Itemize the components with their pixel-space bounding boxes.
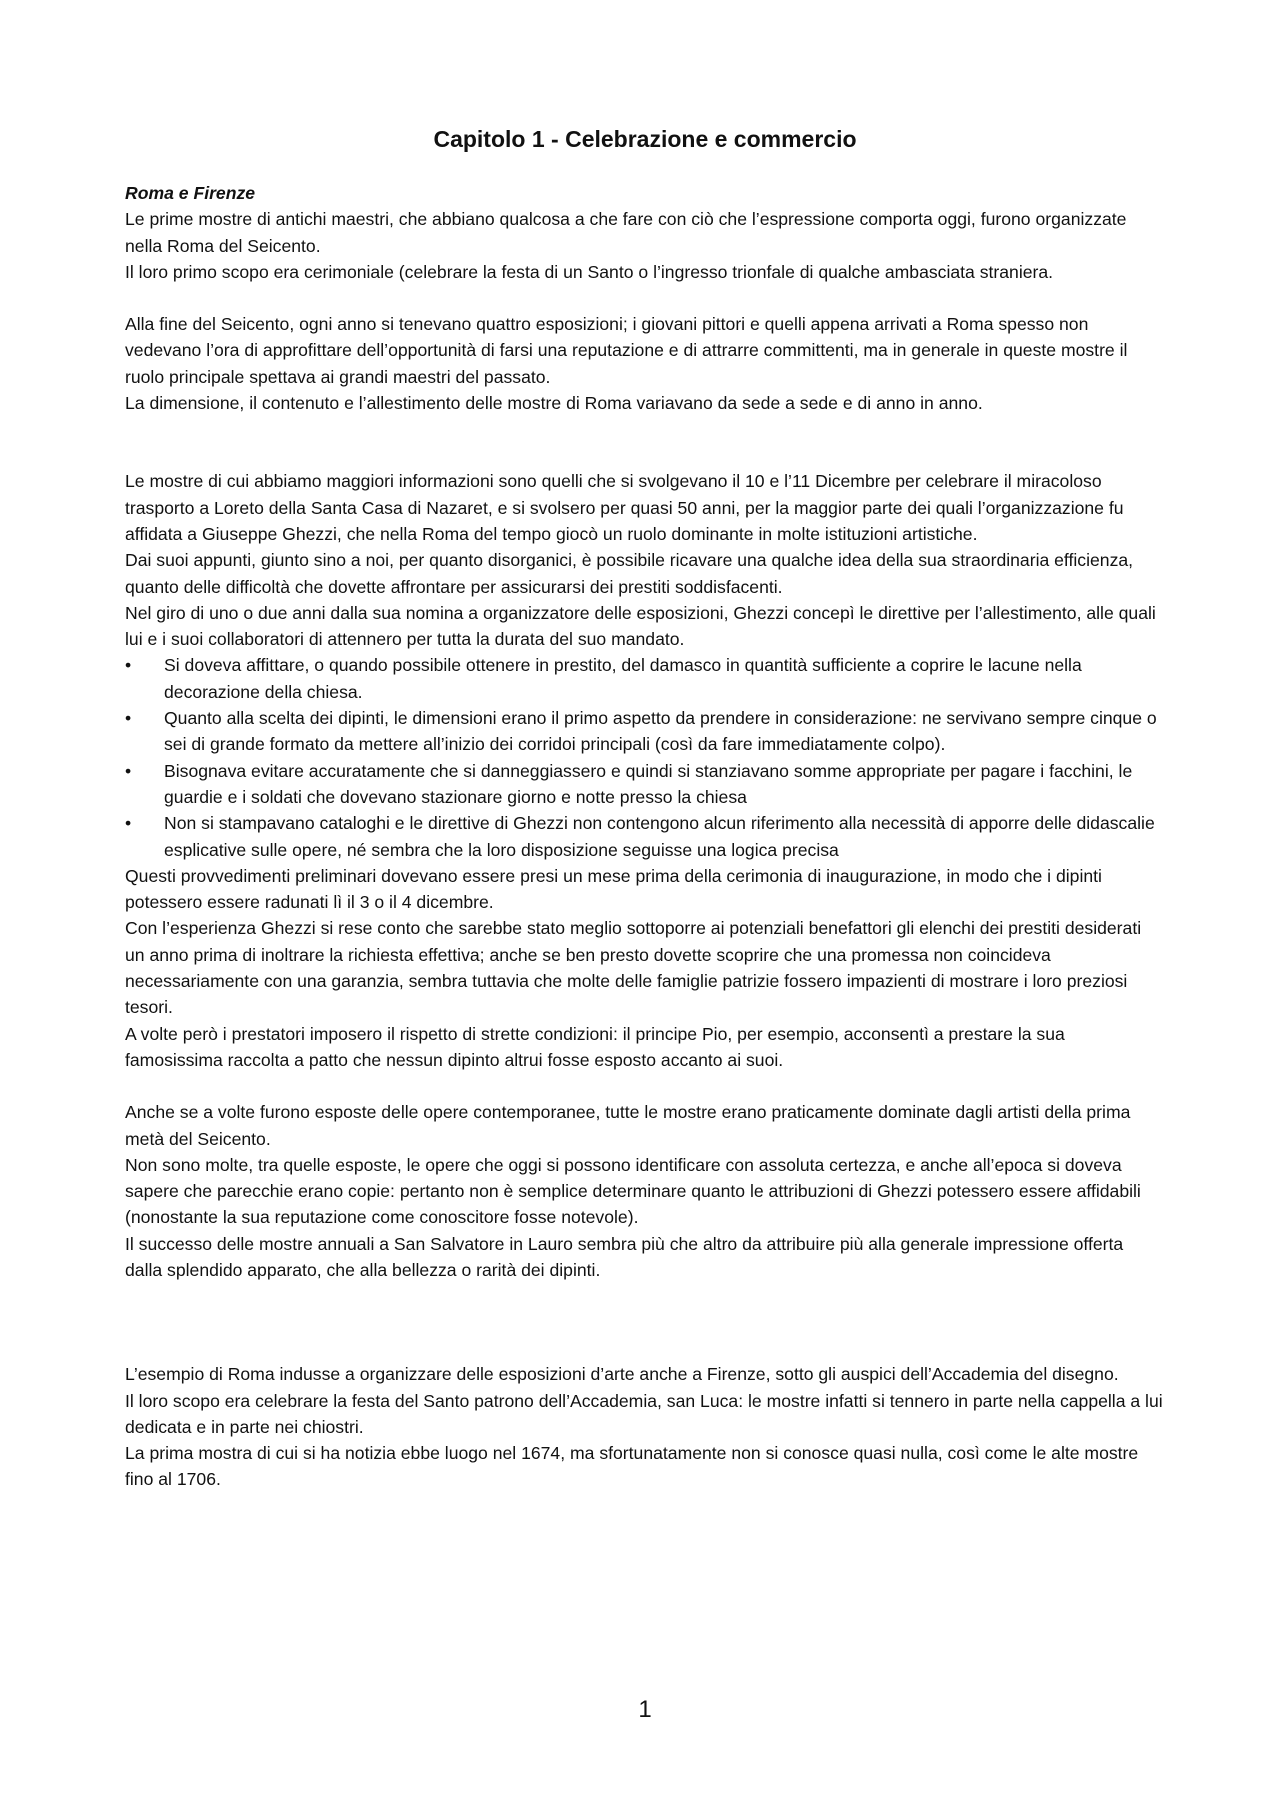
list-item-text: Non si stampavano cataloghi e le direttive di Ghezzi non contengono alcun riferimento alla necessità di apporre delle didascalie esplicative sulle opere, né sembra che la loro disposizione seguisse una logica precisa — [164, 813, 1155, 860]
bullet-list — [125, 652, 1165, 862]
paragraph: Il loro primo scopo era cerimoniale (celebrare la festa di un Santo o l’ingresso trionfale di qualche ambasciata straniera. — [125, 261, 1054, 282]
list-item — [125, 652, 1165, 705]
paragraph: L’esempio di Roma indusse a organizzare delle esposizioni d’arte anche a Firenze, sotto gli auspici dell’Accademia del disegno. — [125, 1364, 1119, 1385]
document-body — [125, 180, 1165, 1493]
paragraph: A volte però i prestatori imposero il rispetto di strette condizioni: il principe Pio, per esempio, acconsentì a prestare la sua famosissima raccolta a patto che nessun dipinto altrui fosse esposto accanto ai suoi. — [125, 1023, 1065, 1070]
bullet-icon: • — [125, 708, 132, 729]
spacer — [125, 416, 1165, 468]
paragraph: La dimensione, il contenuto e l’allestimento delle mostre di Roma variavano da sede a sede e di anno in anno. — [125, 393, 983, 414]
spacer — [125, 1073, 1165, 1099]
paragraph: Dai suoi appunti, giunto sino a noi, per quanto disorganici, è possibile ricavare una qualche idea della sua straordinaria efficienza, quanto delle difficoltà che dovette affrontare per assicurarsi dei prestiti soddisfacenti. — [125, 550, 1134, 597]
paragraph: Con l’esperienza Ghezzi si rese conto che sarebbe stato meglio sottoporre ai potenziali benefattori gli elenchi dei prestiti desiderati un anno prima di inoltrare la richiesta effettiva; anche se ben presto dovette scoprire che una promessa non coincideva necessariamente con una garanzia, sembra tuttavia che molte delle famiglie patrizie fossero impazienti di mostrare i loro preziosi tesori. — [125, 918, 1142, 1018]
paragraph: Il loro scopo era celebrare la festa del Santo patrono dell’Accademia, san Luca: le mostre infatti si tennero in parte nella cappella a lui dedicata e in parte nei chiostri. — [125, 1390, 1163, 1437]
spacer — [125, 1283, 1165, 1361]
paragraph: Le mostre di cui abbiamo maggiori informazioni sono quelli che si svolgevano il 10 e l’11 Dicembre per celebrare il miracoloso trasporto a Loreto della Santa Casa di Nazaret, e si svolsero per quasi 50 anni, per la maggior parte dei quali l’organizzazione fu affidata a Giuseppe Ghezzi, che nella Roma del tempo giocò un ruolo dominante in molte istituzioni artistiche. — [125, 471, 1124, 544]
list-item — [125, 758, 1165, 811]
page-number: 1 — [638, 1696, 652, 1723]
list-item — [125, 810, 1165, 863]
bullet-icon: • — [125, 813, 132, 834]
paragraph: Non sono molte, tra quelle esposte, le opere che oggi si possono identificare con assoluta certezza, e anche all’epoca si doveva sapere che parecchie erano copie: pertanto non è semplice determinare quanto le attribuzioni di Ghezzi potessero essere affidabili (nonostante la sua reputazione come conoscitore fosse notevole). — [125, 1154, 1141, 1228]
list-item-text: Si doveva affittare, o quando possibile ottenere in prestito, del damasco in quantità sufficiente a coprire le lacune nella decorazione della chiesa. — [164, 655, 1082, 702]
section-subheading: Roma e Firenze — [125, 183, 256, 203]
paragraph: La prima mostra di cui si ha notizia ebbe luogo nel 1674, ma sfortunatamente non si conosce quasi nulla, così come le alte mostre fino al 1706. — [125, 1443, 1139, 1490]
bullet-icon: • — [125, 655, 132, 676]
list-item-text: Bisognava evitare accuratamente che si danneggiassero e quindi si stanziavano somme appropriate per pagare i facchini, le guardie e i soldati che dovevano stazionare giorno e notte presso la chiesa — [164, 760, 1133, 807]
spacer — [125, 285, 1165, 311]
paragraph: Nel giro di uno o due anni dalla sua nomina a organizzatore delle esposizioni, Ghezzi concepì le direttive per l’allestimento, alle quali lui e i suoi collaboratori di attennero per tutta la durata del suo mandato. — [125, 602, 1156, 650]
list-item — [125, 705, 1165, 758]
paragraph: Le prime mostre di antichi maestri, che abbiano qualcosa a che fare con ciò che l’espressione comporta oggi, furono organizzate nella Roma del Seicento. — [125, 209, 1127, 256]
paragraph: Questi provvedimenti preliminari dovevano essere presi un mese prima della cerimonia di inaugurazione, in modo che i dipinti potessero essere radunati lì il 3 o il 4 dicembre. — [125, 865, 1102, 913]
paragraph: Anche se a volte furono esposte delle opere contemporanee, tutte le mostre erano praticamente dominate dagli artisti della prima metà del Seicento. — [125, 1102, 1131, 1149]
list-item-text: Quanto alla scelta dei dipinti, le dimensioni erano il primo aspetto da prendere in considerazione: ne servivano sempre cinque o sei di grande formato da mettere all’inizio dei corridoi principali (così da fare immediatamente colpo). — [164, 708, 1157, 755]
bullet-icon: • — [125, 760, 132, 781]
paragraph: Il successo delle mostre annuali a San Salvatore in Lauro sembra più che altro da attribuire più alla generale impressione offerta dalla splendido apparato, che alla bellezza o rarità dei dipinti. — [125, 1233, 1124, 1280]
chapter-title: Capitolo 1 - Celebrazione e commercio — [433, 126, 857, 152]
paragraph: Alla fine del Seicento, ogni anno si tenevano quattro esposizioni; i giovani pittori e quelli appena arrivati a Roma spesso non vedevano l’ora di approfittare dell’opportunità di farsi una reputazione e di attrarre committenti, ma in generale in queste mostre il ruolo principale spettava ai grandi maestri del passato. — [125, 314, 1128, 387]
